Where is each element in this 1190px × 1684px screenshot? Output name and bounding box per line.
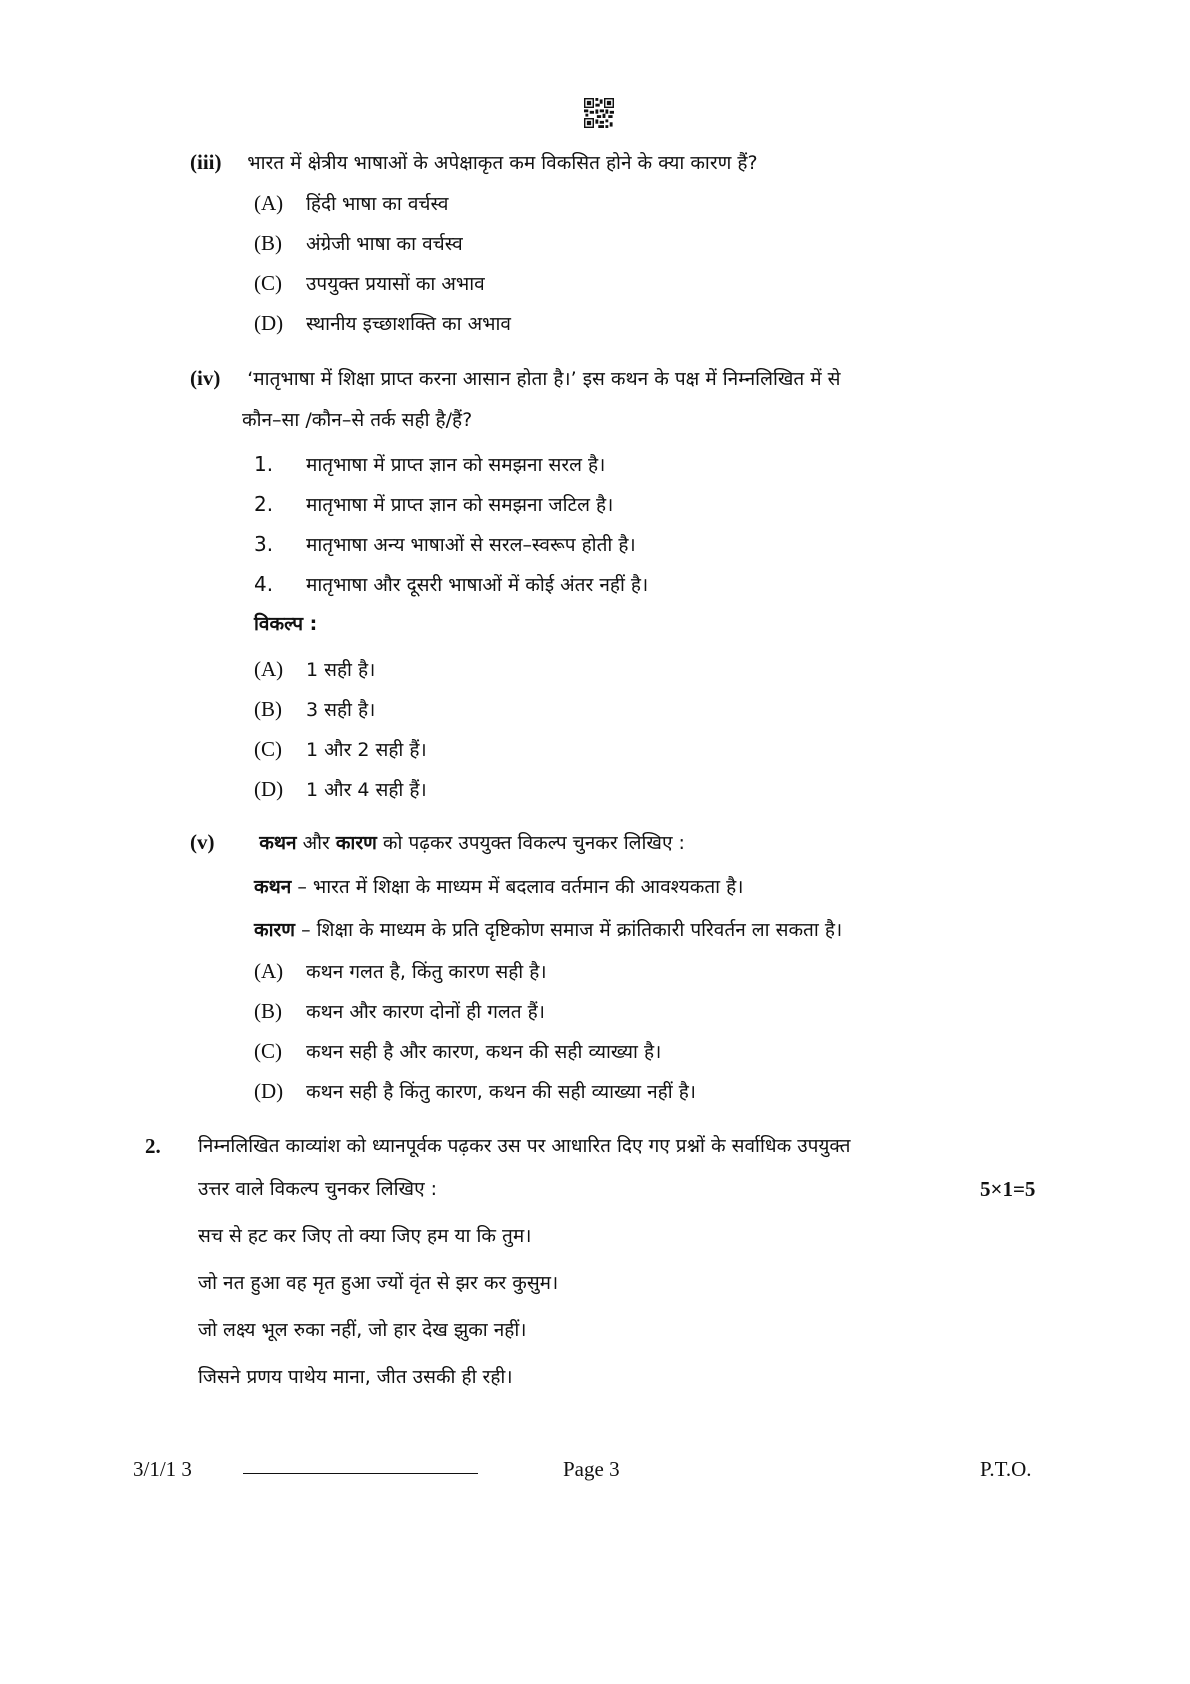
statement-label: 1. <box>254 452 274 476</box>
option-text: स्थानीय इच्छाशक्ति का अभाव <box>306 313 511 335</box>
poem-line-2: जो नत हुआ वह मृत हुआ ज्यों वृंत से झर कर कुसुम। <box>198 1272 559 1294</box>
option-label: (A) <box>254 959 284 983</box>
option-c <box>254 735 427 764</box>
statement-text: मातृभाषा अन्य भाषाओं से सरल–स्वरूप होती है। <box>306 534 636 556</box>
option-text: कथन और कारण दोनों ही गलत हैं। <box>306 1001 545 1023</box>
statement-label: 2. <box>254 492 274 516</box>
option-text: अंग्रेजी भाषा का वर्चस्व <box>306 233 463 255</box>
statement-label: 3. <box>254 532 274 556</box>
option-text: कथन सही है किंतु कारण, कथन की सही व्याख्या नहीं है। <box>306 1081 697 1103</box>
option-b <box>254 695 375 724</box>
option-label: (C) <box>254 271 282 295</box>
option-label: (B) <box>254 231 282 255</box>
option-c <box>254 269 485 298</box>
statement-label: 4. <box>254 572 274 596</box>
question-number: (v) <box>190 830 215 854</box>
qr-code-icon <box>584 98 614 128</box>
question-iii <box>190 148 758 177</box>
option-d <box>254 1077 696 1106</box>
option-d <box>254 309 511 338</box>
reason <box>254 915 842 944</box>
paper-code: 3/1/1 3 <box>133 1457 192 1481</box>
instruction-text: को पढ़कर उपयुक्त विकल्प चुनकर लिखिए : <box>376 832 685 854</box>
statement-2 <box>254 490 613 519</box>
option-text: उपयुक्त प्रयासों का अभाव <box>306 273 485 295</box>
assertion <box>254 872 743 901</box>
reason-label: कारण <box>254 919 296 941</box>
option-text: 1 सही है। <box>306 659 376 681</box>
option-text: हिंदी भाषा का वर्चस्व <box>306 193 449 215</box>
assertion-text: – भारत में शिक्षा के माध्यम में बदलाव वर्तमान की आवश्यकता है। <box>291 876 744 898</box>
reason-text: – शिक्षा के माध्यम के प्रति दृष्टिकोण समाज में क्रांतिकारी परिवर्तन ला सकता है। <box>295 919 843 941</box>
option-label: (D) <box>254 777 284 801</box>
statement-text: मातृभाषा में प्राप्त ज्ञान को समझना जटिल है। <box>306 494 614 516</box>
question-text-line2: कौन–सा /कौन–से तर्क सही है/हैं? <box>242 409 473 431</box>
option-label: (B) <box>254 697 282 721</box>
instruction-connector: और <box>296 832 336 854</box>
options-heading: विकल्प : <box>254 613 318 635</box>
question-v <box>190 828 685 857</box>
option-label: (D) <box>254 1079 284 1103</box>
question-2-number: 2. <box>145 1134 161 1158</box>
statement-text: मातृभाषा और दूसरी भाषाओं में कोई अंतर नहीं है। <box>306 574 649 596</box>
poem-line-4: जिसने प्रणय पाथेय माना, जीत उसकी ही रही। <box>198 1366 513 1388</box>
question-2-instruction-line2: उत्तर वाले विकल्प चुनकर लिखिए : <box>198 1178 438 1200</box>
question-text-line1: ‘मातृभाषा में शिक्षा प्राप्त करना आसान होता है।’ इस कथन के पक्ष में निम्नलिखित में से <box>247 368 841 390</box>
option-label: (A) <box>254 657 284 681</box>
please-turn-over: P.T.O. <box>980 1457 1032 1481</box>
footer-divider <box>243 1473 478 1474</box>
option-label: (A) <box>254 191 284 215</box>
marks-label: 5×1=5 <box>980 1177 1036 1201</box>
statement-4 <box>254 570 648 599</box>
option-b <box>254 997 545 1026</box>
option-text: कथन गलत है, किंतु कारण सही है। <box>306 961 547 983</box>
option-a <box>254 655 375 684</box>
poem-line-3: जो लक्ष्य भूल रुका नहीं, जो हार देख झुका नहीं। <box>198 1319 527 1341</box>
statement-1 <box>254 450 605 479</box>
assertion-keyword: कथन <box>259 832 297 854</box>
option-text: 1 और 2 सही हैं। <box>306 739 427 761</box>
option-text: 1 और 4 सही हैं। <box>306 779 427 801</box>
option-label: (D) <box>254 311 284 335</box>
question-iv <box>190 364 841 393</box>
assertion-label: कथन <box>254 876 292 898</box>
option-label: (B) <box>254 999 282 1023</box>
option-label: (C) <box>254 1039 282 1063</box>
option-b <box>254 229 463 258</box>
option-a <box>254 189 448 218</box>
reason-keyword: कारण <box>335 832 377 854</box>
page-number: Page 3 <box>563 1457 620 1481</box>
option-d <box>254 775 427 804</box>
question-text: भारत में क्षेत्रीय भाषाओं के अपेक्षाकृत कम विकसित होने के क्या कारण हैं? <box>247 152 758 174</box>
option-label: (C) <box>254 737 282 761</box>
option-c <box>254 1037 661 1066</box>
statement-3 <box>254 530 636 559</box>
option-text: 3 सही है। <box>306 699 376 721</box>
option-a <box>254 957 547 986</box>
question-2-instruction-line1: निम्नलिखित काव्यांश को ध्यानपूर्वक पढ़कर उस पर आधारित दिए गए प्रश्नों के सर्वाधिक उपयुक्त <box>198 1135 851 1157</box>
poem-line-1: सच से हट कर जिए तो क्या जिए हम या कि तुम। <box>198 1225 532 1247</box>
statement-text: मातृभाषा में प्राप्त ज्ञान को समझना सरल है। <box>306 454 606 476</box>
question-number: (iii) <box>190 150 222 174</box>
option-text: कथन सही है और कारण, कथन की सही व्याख्या है। <box>306 1041 662 1063</box>
question-number: (iv) <box>190 366 221 390</box>
